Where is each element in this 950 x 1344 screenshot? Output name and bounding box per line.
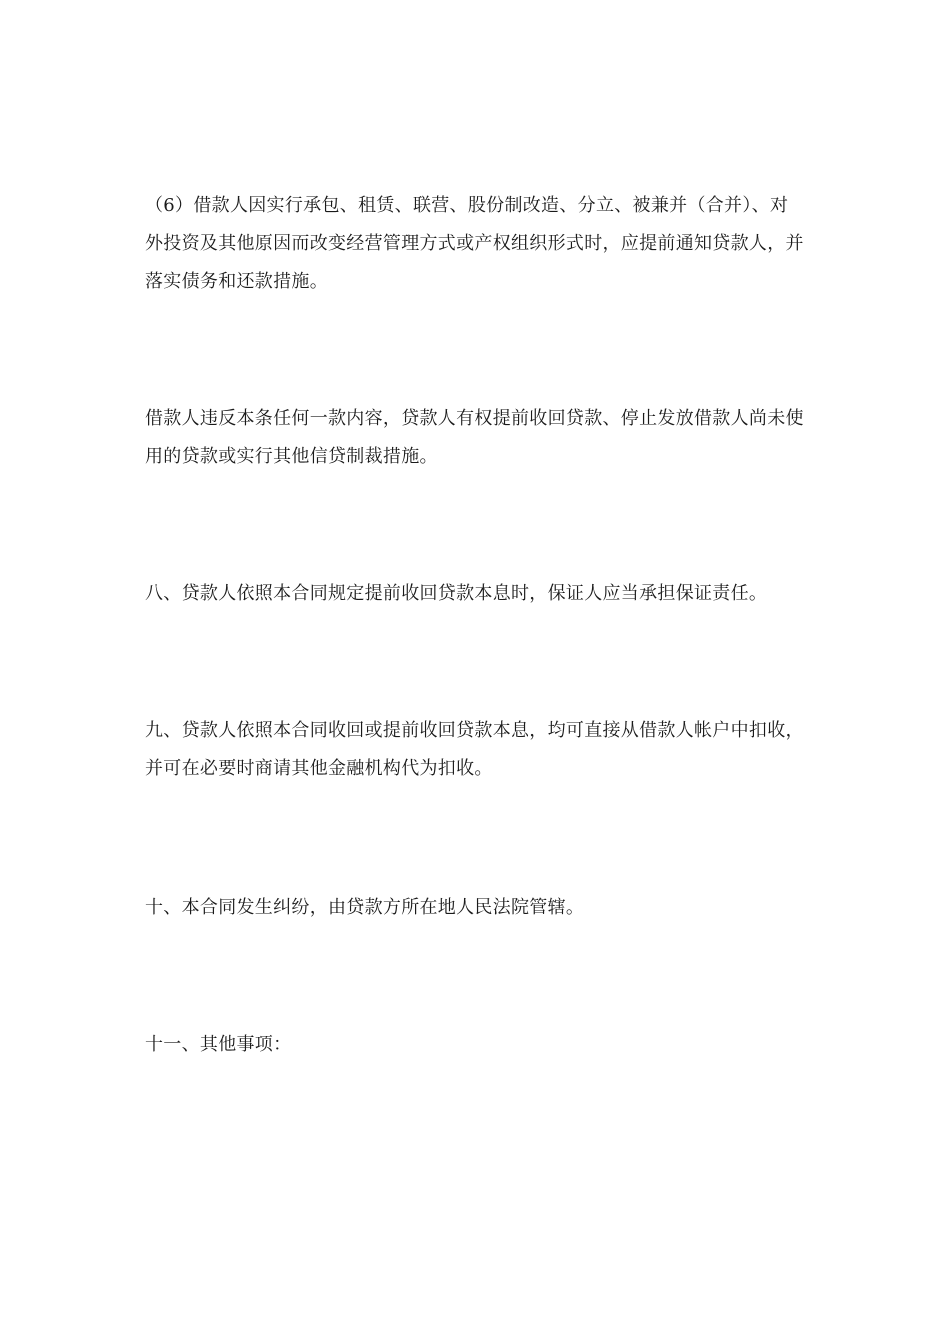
paragraph-article-8: 八、贷款人依照本合同规定提前收回贷款本息时，保证人应当承担保证责任。 (145, 583, 768, 604)
paragraph-clause-6: （6）借款人因实行承包、租赁、联营、股份制改造、分立、被兼并（合并）、对外投资及其他原因而改变经营管理方式或产权组织形式时，应提前通知贷款人，并落实债务和还款措施。 (145, 195, 804, 292)
paragraph-article-9: 九、贷款人依照本合同收回或提前收回贷款本息，均可直接从借款人帐户中扣收，并可在必要时商请其他金融机构代为扣收。 (145, 720, 804, 779)
paragraph-article-10: 十、本合同发生纠纷，由贷款方所在地人民法院管辖。 (145, 897, 585, 918)
paragraph-breach-remedy: 借款人违反本条任何一款内容，贷款人有权提前收回贷款、停止发放借款人尚未使用的贷款或实行其他信贷制裁措施。 (145, 408, 804, 467)
paragraph-article-11: 十一、其他事项： (145, 1034, 292, 1055)
